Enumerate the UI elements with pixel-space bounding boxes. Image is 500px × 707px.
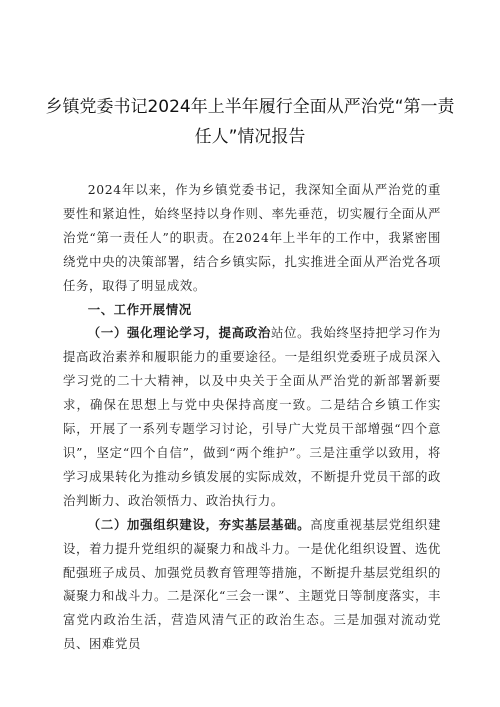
item-1-paragraph	[63, 321, 441, 512]
document-body	[63, 178, 441, 656]
document-title	[40, 92, 460, 152]
title-line-1: 乡镇党委书记2024年上半年履行全面从严治党“第一责	[45, 97, 455, 117]
item-2-body: 高度重视基层党组织建设，着力提升党组织的凝聚力和战斗力。一是优化组织设置、选优配强班子成员、加强党员教育管理等措施，不断提升基层党组织的凝聚力和战斗力。二是深化“三会一课”、主题党日等制度落实，丰富党内政治生活，营造风清气正的政治生态。三是加强对流动党员、困难党员	[63, 516, 442, 652]
item-1-body: 站位。我始终坚持把学习作为提高政治素养和履职能力的重要途径。一是组织党委班子成员深入学习党的二十大精神，以及中央关于全面从严治党的新部署新要求，确保在思想上与党中央保持高度一致。二是结合乡镇工作实际，开展了一系列专题学习讨论，引导广大党员干部增强“四个意识”，坚定“四个自信”，做到“两个维护”。三是注重学以致用，将学习成果转化为推动乡镇发展的实际成效，不断提升党员干部的政治判断力、政治领悟力、政治执行力。	[63, 325, 441, 508]
section-heading: 一、工作开展情况	[87, 301, 192, 317]
intro-paragraph: 2024年以来，作为乡镇党委书记，我深知全面从严治党的重要性和紧迫性，始终坚持以身作则、率先垂范，切实履行全面从严治党“第一责任人”的职责。在2024年上半年的工作中，我紧密围绕党中央的决策部署，结合乡镇实际，扎实推进全面从严治党各项任务，取得了明显成效。	[63, 182, 441, 293]
title-line-2: 任人”情况报告	[194, 127, 306, 147]
item-2-paragraph	[63, 513, 441, 656]
item-2-lead: （二）加强组织建设，夯实基层基础。	[87, 516, 311, 532]
item-1-lead: （一）强化理论学习，提高政治	[87, 325, 271, 341]
